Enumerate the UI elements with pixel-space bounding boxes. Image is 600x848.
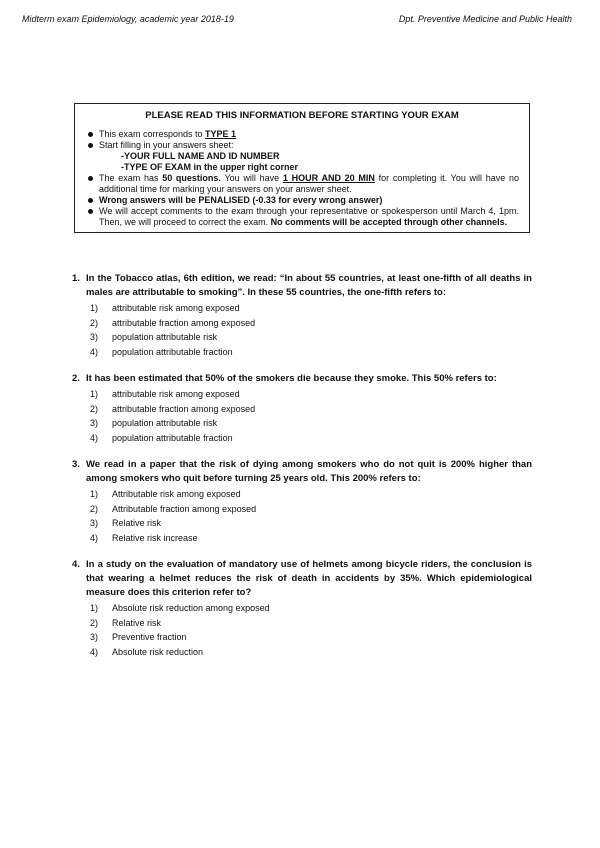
option-text: Relative risk increase bbox=[112, 532, 198, 543]
answer-option bbox=[90, 416, 532, 431]
question-3 bbox=[72, 458, 532, 545]
question-2 bbox=[72, 372, 532, 445]
answer-sheet-name-id: -YOUR FULL NAME AND ID NUMBER bbox=[121, 151, 280, 161]
instruction-answer-sheet bbox=[85, 140, 519, 151]
answer-sheet-exam-type: -TYPE OF EXAM in the upper right corner bbox=[121, 162, 299, 172]
instruction-comments bbox=[85, 206, 519, 228]
header-course: Midterm exam Epidemiology, academic year 2018-19 bbox=[22, 14, 234, 24]
instruction-penalty bbox=[85, 195, 519, 206]
option-text: Relative risk bbox=[112, 518, 162, 528]
question-text: We read in a paper that the risk of dying among smokers who do not quit is 200% higher than among smokers who quit before turning 25 years old. This 200% refers to: bbox=[86, 459, 532, 484]
option-number: 4) bbox=[90, 432, 99, 443]
option-text: population attributable risk bbox=[112, 332, 218, 342]
option-number: 3) bbox=[90, 418, 99, 428]
option-text: Attributable risk among exposed bbox=[112, 489, 241, 499]
answer-option bbox=[90, 301, 532, 316]
instruction-duration bbox=[85, 173, 519, 195]
option-list bbox=[90, 487, 532, 545]
option-text: Preventive fraction bbox=[112, 632, 187, 642]
option-number: 4) bbox=[90, 646, 99, 657]
duration-text-a: The exam has bbox=[99, 173, 163, 183]
answer-option bbox=[90, 387, 532, 402]
option-text: attributable fraction among exposed bbox=[112, 403, 256, 414]
answer-option bbox=[90, 402, 532, 417]
option-text: population attributable fraction bbox=[112, 346, 233, 357]
option-text: Absolute risk reduction among exposed bbox=[112, 603, 270, 613]
instructions-title: PLEASE READ THIS INFORMATION BEFORE STARTING YOUR EXAM bbox=[145, 110, 459, 121]
option-number: 1) bbox=[90, 603, 99, 613]
option-number: 3) bbox=[90, 332, 99, 342]
answer-option bbox=[90, 645, 532, 660]
answer-option bbox=[90, 516, 532, 531]
option-text: attributable fraction among exposed bbox=[112, 317, 256, 328]
option-text: population attributable fraction bbox=[112, 432, 233, 443]
question-number: 3. bbox=[72, 459, 80, 470]
option-number: 2) bbox=[90, 317, 99, 328]
option-list bbox=[90, 301, 532, 359]
question-number: 1. bbox=[72, 273, 80, 284]
duration-text-c: You will have bbox=[220, 173, 283, 183]
question-number: 4. bbox=[72, 559, 80, 570]
option-text: attributable risk among exposed bbox=[112, 303, 240, 313]
option-text: attributable risk among exposed bbox=[112, 389, 240, 399]
option-number: 1) bbox=[90, 489, 99, 499]
answer-option bbox=[90, 431, 532, 446]
option-list bbox=[90, 601, 532, 659]
question-count: 50 questions. bbox=[162, 173, 221, 183]
answer-option bbox=[90, 616, 532, 631]
answer-option bbox=[90, 330, 532, 345]
question-4 bbox=[72, 558, 532, 659]
option-list bbox=[90, 387, 532, 445]
option-number: 3) bbox=[90, 632, 99, 642]
option-text: Attributable fraction among exposed bbox=[112, 503, 257, 514]
option-number: 2) bbox=[90, 617, 99, 628]
option-number: 1) bbox=[90, 389, 99, 399]
option-number: 4) bbox=[90, 532, 99, 543]
option-number: 2) bbox=[90, 503, 99, 514]
instructions-box bbox=[74, 103, 530, 233]
answer-option bbox=[90, 531, 532, 546]
answer-option bbox=[90, 601, 532, 616]
exam-type-value: TYPE 1 bbox=[205, 129, 237, 139]
duration-value: 1 HOUR AND 20 MIN bbox=[282, 173, 375, 183]
page-header bbox=[22, 14, 572, 24]
duration-text-e: for completing it. You will have no additional time for marking your answers on your answer sheet. bbox=[99, 173, 520, 194]
answer-sheet-text: Start filling in your answers sheet: bbox=[99, 140, 234, 150]
answer-option bbox=[90, 316, 532, 331]
answer-option bbox=[90, 502, 532, 517]
option-number: 2) bbox=[90, 403, 99, 414]
question-text: In a study on the evaluation of mandatory use of helmets among bicycle riders, the conclusion is that wearing a helmet reduces the risk of death in accidents by 35%. Which epidemiological measure does this criterion refer to? bbox=[86, 559, 532, 598]
comments-warning: No comments will be accepted through other channels. bbox=[270, 217, 508, 227]
instructions-list bbox=[85, 129, 519, 228]
question-text: It has been estimated that 50% of the smokers die because they smoke. This 50% refers to: bbox=[86, 373, 497, 384]
instruction-exam-type bbox=[85, 129, 519, 140]
option-text: Absolute risk reduction bbox=[112, 646, 204, 657]
comments-text: We will accept comments to the exam through your representative or spokesperson until March 4, 1pm. Then, we will proceed to correct the exam. bbox=[99, 206, 519, 227]
question-1 bbox=[72, 272, 532, 359]
answer-option bbox=[90, 487, 532, 502]
answer-option bbox=[90, 630, 532, 645]
option-number: 1) bbox=[90, 303, 99, 313]
option-number: 3) bbox=[90, 518, 99, 528]
header-department: Dpt. Preventive Medicine and Public Health bbox=[398, 14, 572, 24]
answer-option bbox=[90, 345, 532, 360]
exam-type-text: This exam corresponds to bbox=[99, 129, 206, 139]
option-number: 4) bbox=[90, 346, 99, 357]
option-text: population attributable risk bbox=[112, 418, 218, 428]
penalty-text: Wrong answers will be PENALISED (-0.33 for every wrong answer) bbox=[99, 195, 383, 205]
question-number: 2. bbox=[72, 373, 80, 384]
question-text: In the Tobacco atlas, 6th edition, we read: “In about 55 countries, at least one-fifth of all deaths in males are attributable to smoking”. In these 55 countries, the one-fifth refers to: bbox=[86, 273, 532, 298]
option-text: Relative risk bbox=[112, 617, 162, 628]
question-list bbox=[72, 272, 532, 672]
